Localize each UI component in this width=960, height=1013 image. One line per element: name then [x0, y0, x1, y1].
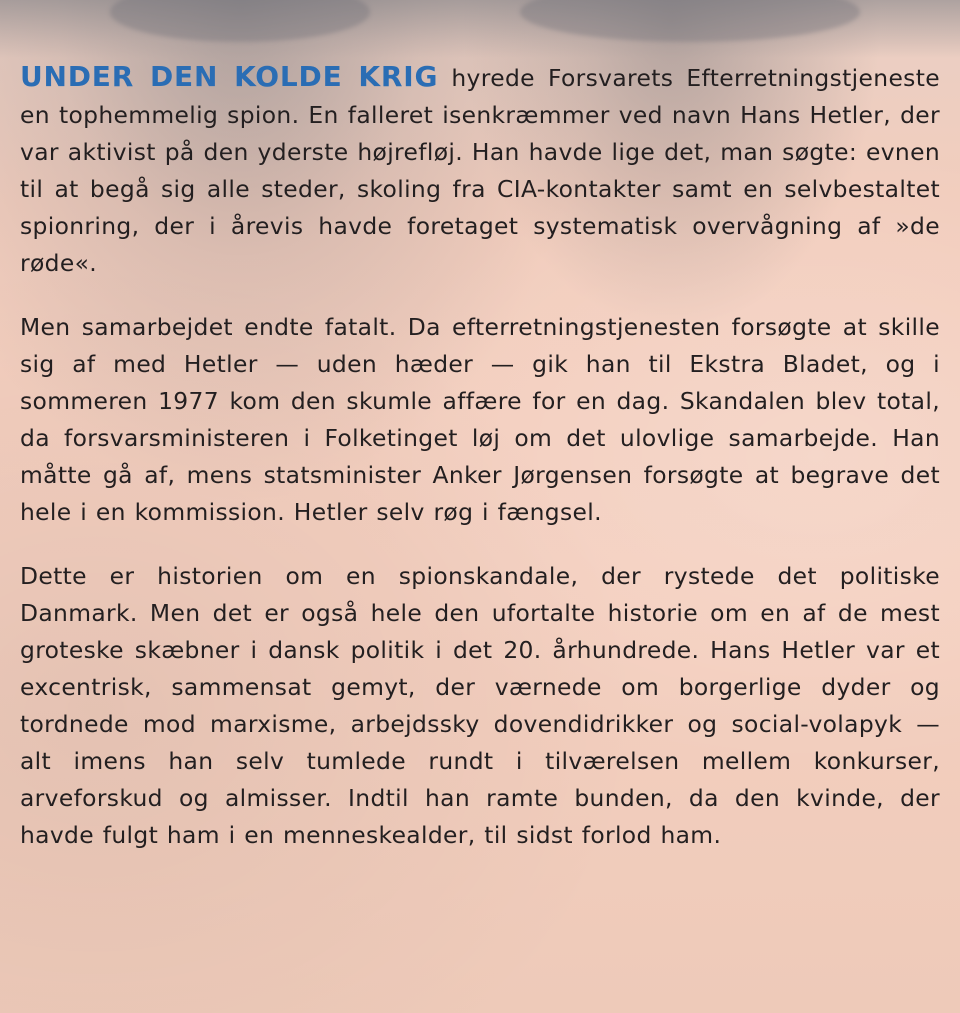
lead-heading: UNDER DEN KOLDE KRIG [20, 60, 439, 93]
blurb-paragraph-1 [20, 58, 940, 282]
blurb-paragraph-2: Men samarbejdet endte fatalt. Da efterretningstjenesten forsøgte at skille sig af med Hetler — uden hæder — gik han til Ekstra Bladet, og i sommeren 1977 kom den skumle affære for en dag. Skandalen blev total, da forsvarsministeren i Folketinget løj om det ulovlige samarbejde. Han måtte gå af, mens statsminister Anker Jørgensen forsøgte at begrave det hele i en kommission. Hetler selv røg i fængsel. [20, 313, 940, 526]
back-cover-blurb [20, 58, 940, 881]
blurb-paragraph-3: Dette er historien om en spionskandale, der rystede det politiske Danmark. Men det er også hele den ufortalte historie om en af de mest groteske skæbner i dansk politik i det 20. århundrede. Hans Hetler var et excentrisk, sammensat gemyt, der værnede om borgerlige dyder og tordnede mod marxisme, arbejdssky dovendidrikker og social-volapyk — alt imens han selv tumlede rundt i tilværelsen mellem konkurser, arveforskud og almisser. Indtil han ramte bunden, da den kvinde, der havde fulgt ham i en menneskealder, til sidst forlod ham. [20, 562, 940, 849]
paragraph-1-text: hyrede Forsvarets Efterretningstjeneste en tophemmelig spion. En falleret isenkræmmer ved navn Hans Hetler, der var aktivist på den yderste højrefløj. Han havde lige det, man søgte: evnen til at begå sig alle steder, skoling fra CIA-kontakter samt en selvbestaltet spionring, der i årevis havde foretaget systematisk overvågning af »de røde«. [20, 64, 940, 277]
